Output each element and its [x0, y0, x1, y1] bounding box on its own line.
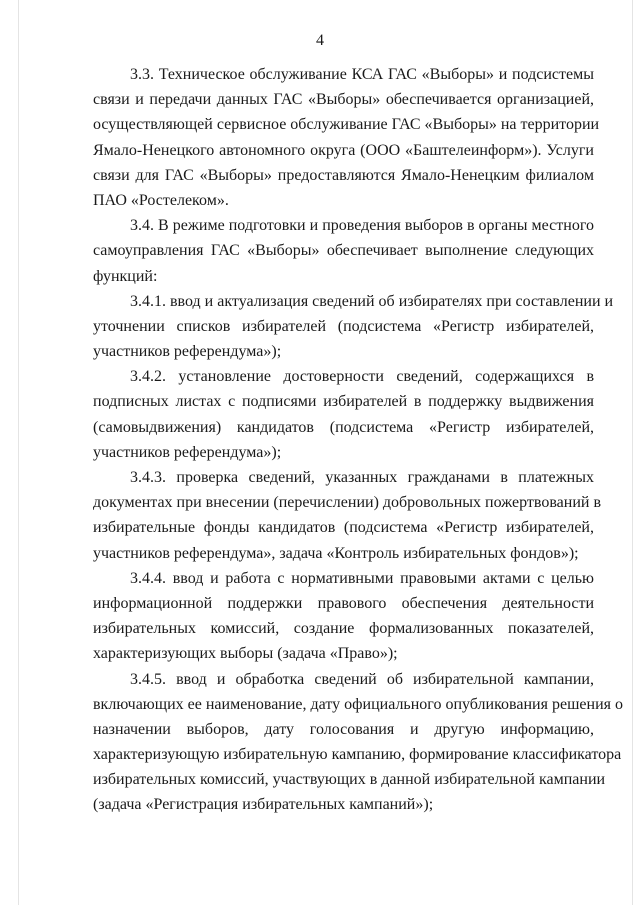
text-line: документах при внесении (перечислении) добровольных пожертвований в [93, 494, 602, 512]
text-line: связи и передачи данных ГАС «Выборы» обеспечивается организацией, [93, 91, 594, 109]
text-line: связи для ГАС «Выборы» предоставляются Ямало-Ненецким филиалом [93, 166, 594, 184]
text-line: участников референдума», задача «Контроль избирательных фондов»); [93, 544, 579, 562]
paragraph [93, 566, 594, 667]
text-line: самоуправления ГАС «Выборы» обеспечивает выполнение следующих [93, 242, 594, 260]
text-line: Ямало-Ненецкого автономного округа (ООО «Баштелеинформ»). Услуги [93, 141, 594, 159]
text-line: назначении выборов, дату голосования и другую информацию, [93, 720, 594, 738]
text-line: 3.4. В режиме подготовки и проведения выборов в органы местного [130, 217, 594, 235]
paragraph [93, 213, 594, 289]
text-line: включающих ее наименование, дату официального опубликования решения о [93, 695, 623, 713]
page-number: 4 [316, 32, 324, 49]
text-line: участников референдума»); [93, 343, 282, 361]
text-line: участников референдума»); [93, 443, 282, 461]
text-line: (задача «Регистрация избирательных кампаний»); [93, 796, 434, 814]
text-line: характеризующих выборы (задача «Право»); [93, 645, 398, 663]
text-line: информационной поддержки правового обеспечения деятельности [93, 594, 594, 612]
text-line: 3.4.1. ввод и актуализация сведений об избирателях при составлении и [130, 292, 614, 310]
text-line: 3.4.3. проверка сведений, указанных гражданами в платежных [130, 469, 594, 486]
paragraph [93, 289, 614, 365]
text-line: уточнении списков избирателей (подсистема «Регистр избирателей, [93, 317, 594, 335]
scan-left-edge [18, 0, 19, 905]
scan-right-edge [632, 0, 633, 905]
text-line: ПАО «Ростелеком». [93, 191, 229, 209]
text-line: подписных листах с подписями избирателей в поддержку выдвижения [93, 393, 594, 411]
paragraph [93, 465, 602, 566]
paragraph [93, 667, 623, 818]
text-line: избирательных комиссий, создание формализованных показателей, [93, 620, 594, 638]
text-line: осуществляющей сервисное обслуживание ГАС «Выборы» на территории [93, 116, 600, 134]
text-line: 3.4.4. ввод и работа с нормативными правовыми актами с целью [130, 569, 594, 587]
text-line: 3.3. Техническое обслуживание КСА ГАС «Выборы» и подсистемы [130, 66, 594, 83]
text-line: избирательных комиссий, участвующих в данной избирательной кампании [93, 771, 606, 789]
text-line: характеризующую избирательную кампанию, формирование классификатора [93, 746, 622, 764]
document-body [93, 62, 623, 818]
text-line: (самовыдвижения) кандидатов (подсистема «Регистр избирателей, [93, 418, 594, 436]
text-line: избирательные фонды кандидатов (подсистема «Регистр избирателей, [93, 519, 594, 537]
text-line: 3.4.2. установление достоверности сведений, содержащихся в [130, 368, 594, 386]
paragraph [93, 364, 594, 465]
paragraph [93, 62, 600, 213]
text-line: 3.4.5. ввод и обработка сведений об избирательной кампании, [130, 670, 594, 688]
text-line: функций: [93, 267, 158, 285]
